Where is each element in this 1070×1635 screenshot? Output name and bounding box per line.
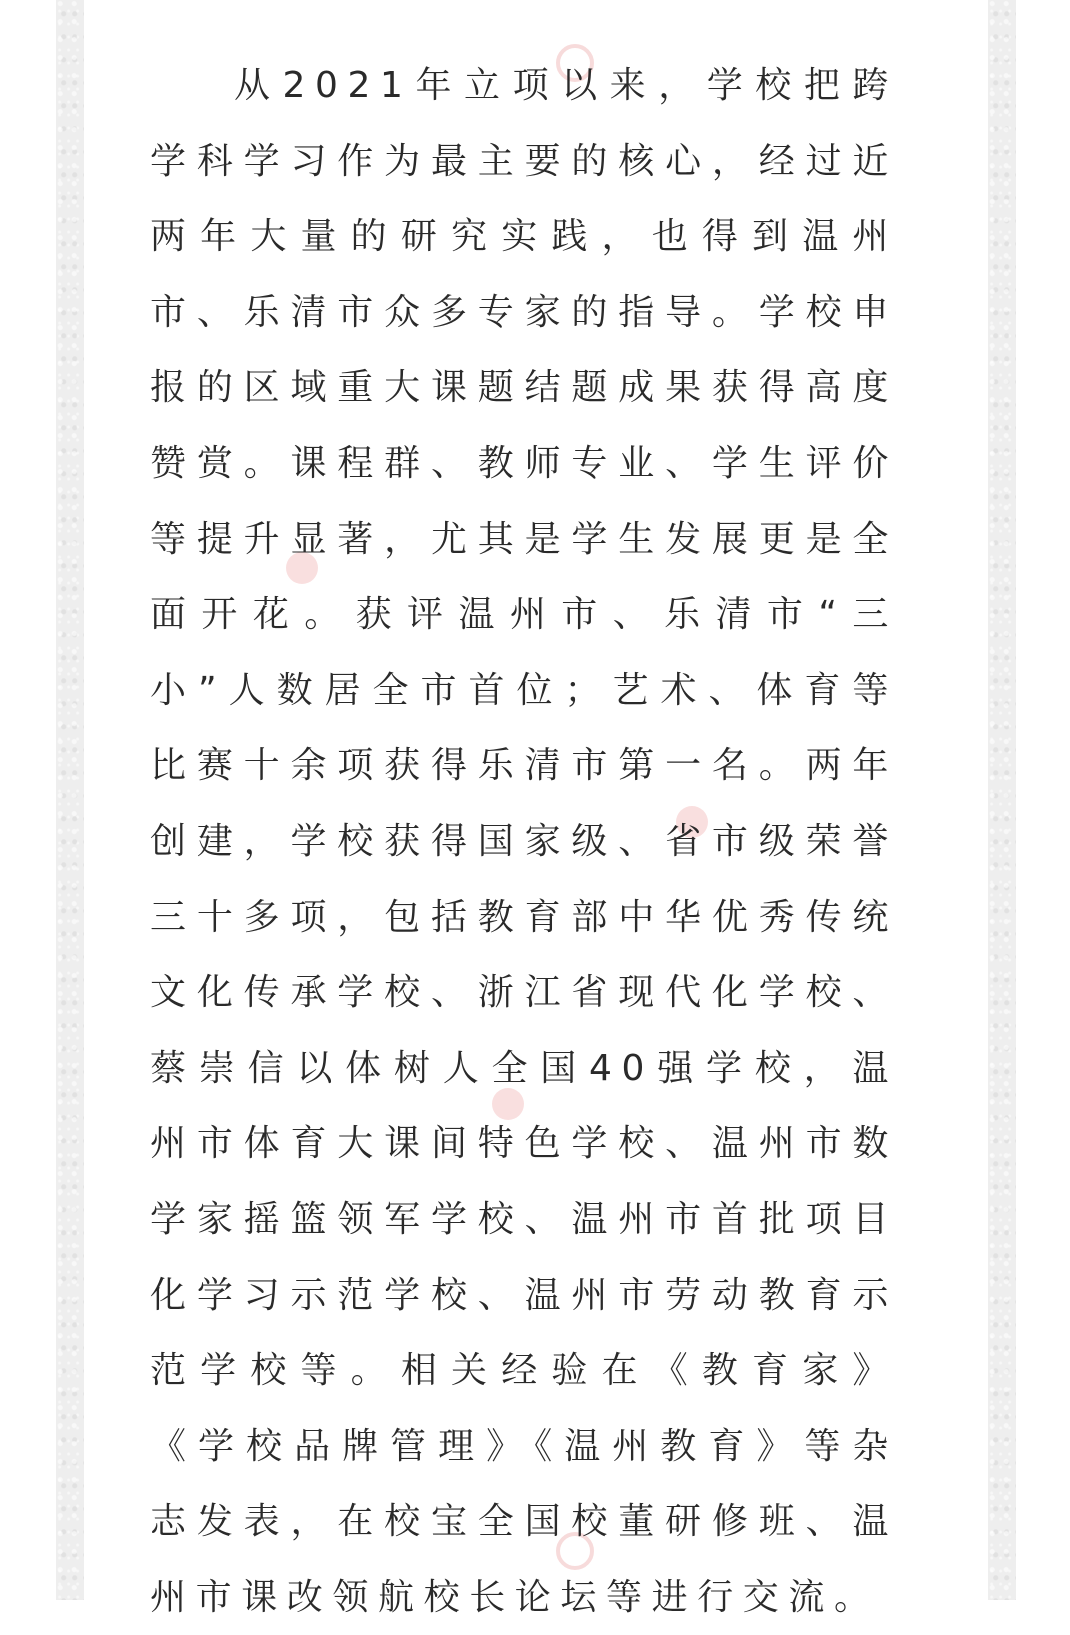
- article-paragraph: 从2021年立项以来，学校把跨学科学习作为最主要的核心，经过近两年大量的研究实践，也得到温州市、乐清市众多专家的指导。学校申报的区域重大课题结题成果获得高度赞赏。课程群、教师专业、学生评价等提升显著，尤其是学生发展更是全面开花。获评温州市、乐清市“三小”人数居全市首位；艺术、体育等比赛十余项获得乐清市第一名。两年创建，学校获得国家级、省市级荣誉三十多项，包括教育部中华优秀传统文化传承学校、浙江省现代化学校、蔡崇信以体树人全国40强学校，温州市体育大课间特色学校、温州市数学家摇篮领军学校、温州市首批项目化学习示范学校、温州市劳动教育示范学校等。相关经验在《教育家》《学校品牌管理》《温州教育》等杂志发表，在校宝全国校董研修班、温州市课改领航校长论坛等进行交流。: [150, 65, 898, 1618]
- paper-texture-left-margin: [56, 0, 84, 1600]
- paper-texture-right-margin: [988, 0, 1016, 1600]
